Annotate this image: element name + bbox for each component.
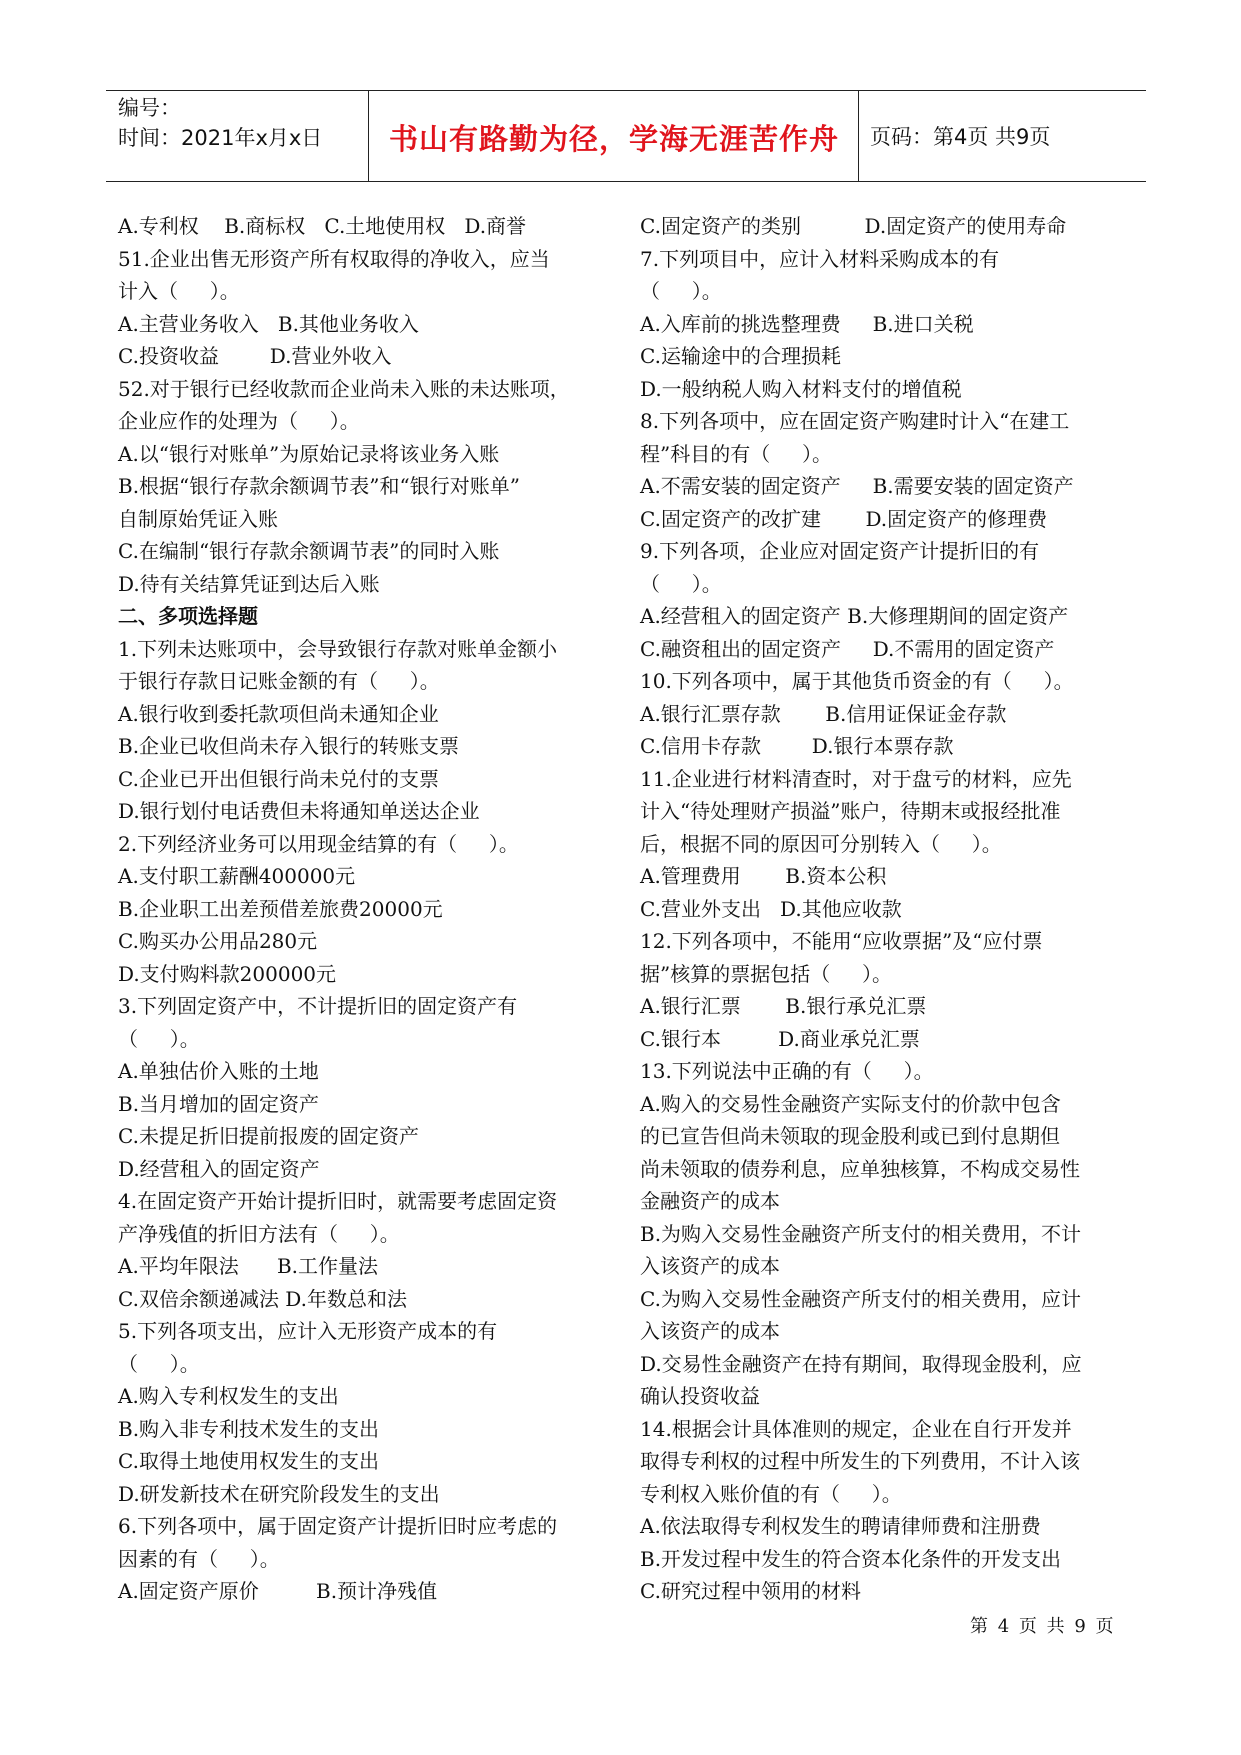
- text-line: 因素的有（ ）。: [118, 1546, 280, 1571]
- text-line: （ ）。: [640, 571, 722, 596]
- text-line: C.为购入交易性金融资产所支付的相关费用，应计: [640, 1286, 1081, 1311]
- text-line: 12.下列各项中，不能用“应收票据”及“应付票: [640, 929, 1043, 953]
- text-line: C.信用卡存款 D.银行本票存款: [640, 734, 954, 758]
- text-line: C.未提足折旧提前报废的固定资产: [118, 1124, 419, 1148]
- text-line: C.固定资产的类别 D.固定资产的使用寿命: [640, 214, 1067, 238]
- text-line: 入该资产的成本: [640, 1319, 780, 1343]
- text-line: A.购入的交易性金融资产实际支付的价款中包含: [640, 1091, 1061, 1116]
- text-line: 8.下列各项中，应在固定资产购建时计入“在建工: [640, 409, 1070, 433]
- text-line: B.购入非专利技术发生的支出: [118, 1416, 380, 1441]
- section-heading: 二、多项选择题: [118, 604, 258, 628]
- right-column: [640, 210, 1140, 1608]
- text-line: 10.下列各项中，属于其他货币资金的有（ ）。: [640, 669, 1074, 693]
- text-line: B.当月增加的固定资产: [118, 1091, 320, 1116]
- text-line: 入该资产的成本: [640, 1254, 780, 1278]
- text-line: A.支付职工薪酬400000元: [118, 864, 356, 888]
- text-line: B.为购入交易性金融资产所支付的相关费用，不计: [640, 1221, 1082, 1246]
- header-motto: 书山有路勤为径，学海无涯苦作舟: [388, 122, 839, 156]
- text-line: 2.下列经济业务可以用现金结算的有（ ）。: [118, 831, 519, 856]
- text-line: 1.下列未达账项中，会导致银行存款对账单金额小: [118, 636, 558, 661]
- text-line: B.企业职工出差预借差旅费20000元: [118, 896, 443, 921]
- text-line: D.研发新技术在研究阶段发生的支出: [118, 1481, 440, 1506]
- text-line: 于银行存款日记账金额的有（ ）。: [118, 669, 440, 693]
- text-line: A.经营租入的固定资产 B.大修理期间的固定资产: [640, 604, 1069, 628]
- text-line: 程”科目的有（ ）。: [640, 441, 833, 466]
- text-line: A.依法取得专利权发生的聘请律师费和注册费: [640, 1514, 1041, 1538]
- text-line: A.管理费用 B.资本公积: [640, 864, 887, 888]
- left-column: [118, 210, 608, 1608]
- text-line: 取得专利权的过程中所发生的下列费用，不计入该: [640, 1449, 1080, 1473]
- text-line: A.以“银行对账单”为原始记录将该业务入账: [118, 441, 500, 466]
- text-line: C.取得土地使用权发生的支出: [118, 1449, 379, 1473]
- text-line: A.不需安装的固定资产 B.需要安装的固定资产: [640, 474, 1074, 498]
- text-line: D.经营租入的固定资产: [118, 1156, 320, 1181]
- text-line: B.根据“银行存款余额调节表”和“银行对账单”: [118, 474, 520, 498]
- text-line: A.单独估价入账的土地: [118, 1059, 319, 1083]
- text-line: A.固定资产原价 B.预计净残值: [118, 1579, 438, 1603]
- text-line: 5.下列各项支出，应计入无形资产成本的有: [118, 1319, 498, 1343]
- text-line: 尚未领取的债券利息，应单独核算，不构成交易性: [640, 1156, 1080, 1181]
- text-line: 后，根据不同的原因可分别转入（ ）。: [640, 831, 1002, 856]
- text-line: （ ）。: [118, 1026, 200, 1051]
- text-line: B.企业已收但尚未存入银行的转账支票: [118, 734, 460, 758]
- text-line: D.支付购料款200000元: [118, 961, 337, 986]
- time-label: 时间：2021年x月x日: [118, 126, 323, 150]
- text-line: C.固定资产的改扩建 D.固定资产的修理费: [640, 506, 1048, 531]
- text-line: 的已宣告但尚未领取的现金股利或已到付息期但: [640, 1124, 1060, 1148]
- text-line: A.专利权 B.商标权 C.土地使用权 D.商誉: [118, 214, 527, 238]
- text-line: 9.下列各项，企业应对固定资产计提折旧的有: [640, 539, 1040, 563]
- text-line: C.营业外支出 D.其他应收款: [640, 896, 902, 921]
- text-line: 金融资产的成本: [640, 1189, 780, 1213]
- header-page-info: 页码：第4页 共9页: [870, 125, 1051, 149]
- text-line: D.待有关结算凭证到达后入账: [118, 571, 380, 596]
- text-line: A.银行汇票存款 B.信用证保证金存款: [640, 701, 1007, 726]
- text-line: D.银行划付电话费但未将通知单送达企业: [118, 799, 480, 823]
- number-label: 编号：: [118, 96, 181, 120]
- header-meta: [118, 93, 368, 153]
- text-line: 据”核算的票据包括（ ）。: [640, 961, 893, 986]
- text-line: A.主营业务收入 B.其他业务收入: [118, 311, 419, 336]
- text-line: 6.下列各项中，属于固定资产计提折旧时应考虑的: [118, 1514, 558, 1538]
- text-line: A.银行汇票 B.银行承兑汇票: [640, 994, 927, 1018]
- text-line: C.银行本 D.商业承兑汇票: [640, 1026, 920, 1051]
- text-line: 企业应作的处理为（ ）。: [118, 409, 360, 433]
- text-line: A.平均年限法 B.工作量法: [118, 1254, 378, 1278]
- text-line: D.一般纳税人购入材料支付的增值税: [640, 376, 962, 401]
- text-line: 13.下列说法中正确的有（ ）。: [640, 1059, 934, 1083]
- text-line: C.购买办公用品280元: [118, 929, 318, 953]
- text-line: C.运输途中的合理损耗: [640, 344, 841, 368]
- text-line: 计入（ ）。: [118, 279, 240, 303]
- text-line: 7.下列项目中，应计入材料采购成本的有: [640, 246, 1000, 271]
- text-line: 产净残值的折旧方法有（ ）。: [118, 1221, 400, 1246]
- text-line: 计入“待处理财产损溢”账户，待期末或报经批准: [640, 799, 1061, 823]
- text-line: C.融资租出的固定资产 D.不需用的固定资产: [640, 636, 1055, 661]
- text-line: （ ）。: [118, 1351, 200, 1376]
- text-line: 14.根据会计具体准则的规定，企业在自行开发并: [640, 1416, 1072, 1441]
- text-line: D.交易性金融资产在持有期间，取得现金股利，应: [640, 1351, 1082, 1376]
- text-line: A.入库前的挑选整理费 B.进口关税: [640, 311, 974, 336]
- text-line: 52.对于银行已经收款而企业尚未入账的未达账项，: [118, 376, 570, 401]
- text-line: 自制原始凭证入账: [118, 506, 278, 531]
- page-footer: 第 4 页 共 9 页: [970, 1616, 1116, 1637]
- text-line: （ ）。: [640, 279, 722, 303]
- text-line: C.研究过程中领用的材料: [640, 1579, 861, 1603]
- text-line: C.企业已开出但银行尚未兑付的支票: [118, 766, 439, 791]
- header-divider-left: [368, 91, 369, 181]
- text-line: B.开发过程中发生的符合资本化条件的开发支出: [640, 1546, 1062, 1571]
- text-line: 3.下列固定资产中，不计提折旧的固定资产有: [118, 994, 518, 1018]
- text-line: C.双倍余额递减法 D.年数总和法: [118, 1286, 407, 1311]
- page-header: [106, 90, 1146, 182]
- text-line: 专利权入账价值的有（ ）。: [640, 1481, 902, 1506]
- text-line: 4.在固定资产开始计提折旧时，就需要考虑固定资: [118, 1189, 558, 1213]
- text-line: 确认投资收益: [640, 1384, 760, 1408]
- text-line: A.银行收到委托款项但尚未通知企业: [118, 701, 439, 726]
- text-line: C.在编制“银行存款余额调节表”的同时入账: [118, 539, 500, 563]
- text-line: A.购入专利权发生的支出: [118, 1384, 339, 1408]
- text-line: 51.企业出售无形资产所有权取得的净收入，应当: [118, 246, 550, 271]
- header-divider-right: [858, 91, 859, 181]
- text-line: C.投资收益 D.营业外收入: [118, 344, 392, 368]
- text-line: 11.企业进行材料清查时，对于盘亏的材料，应先: [640, 766, 1072, 791]
